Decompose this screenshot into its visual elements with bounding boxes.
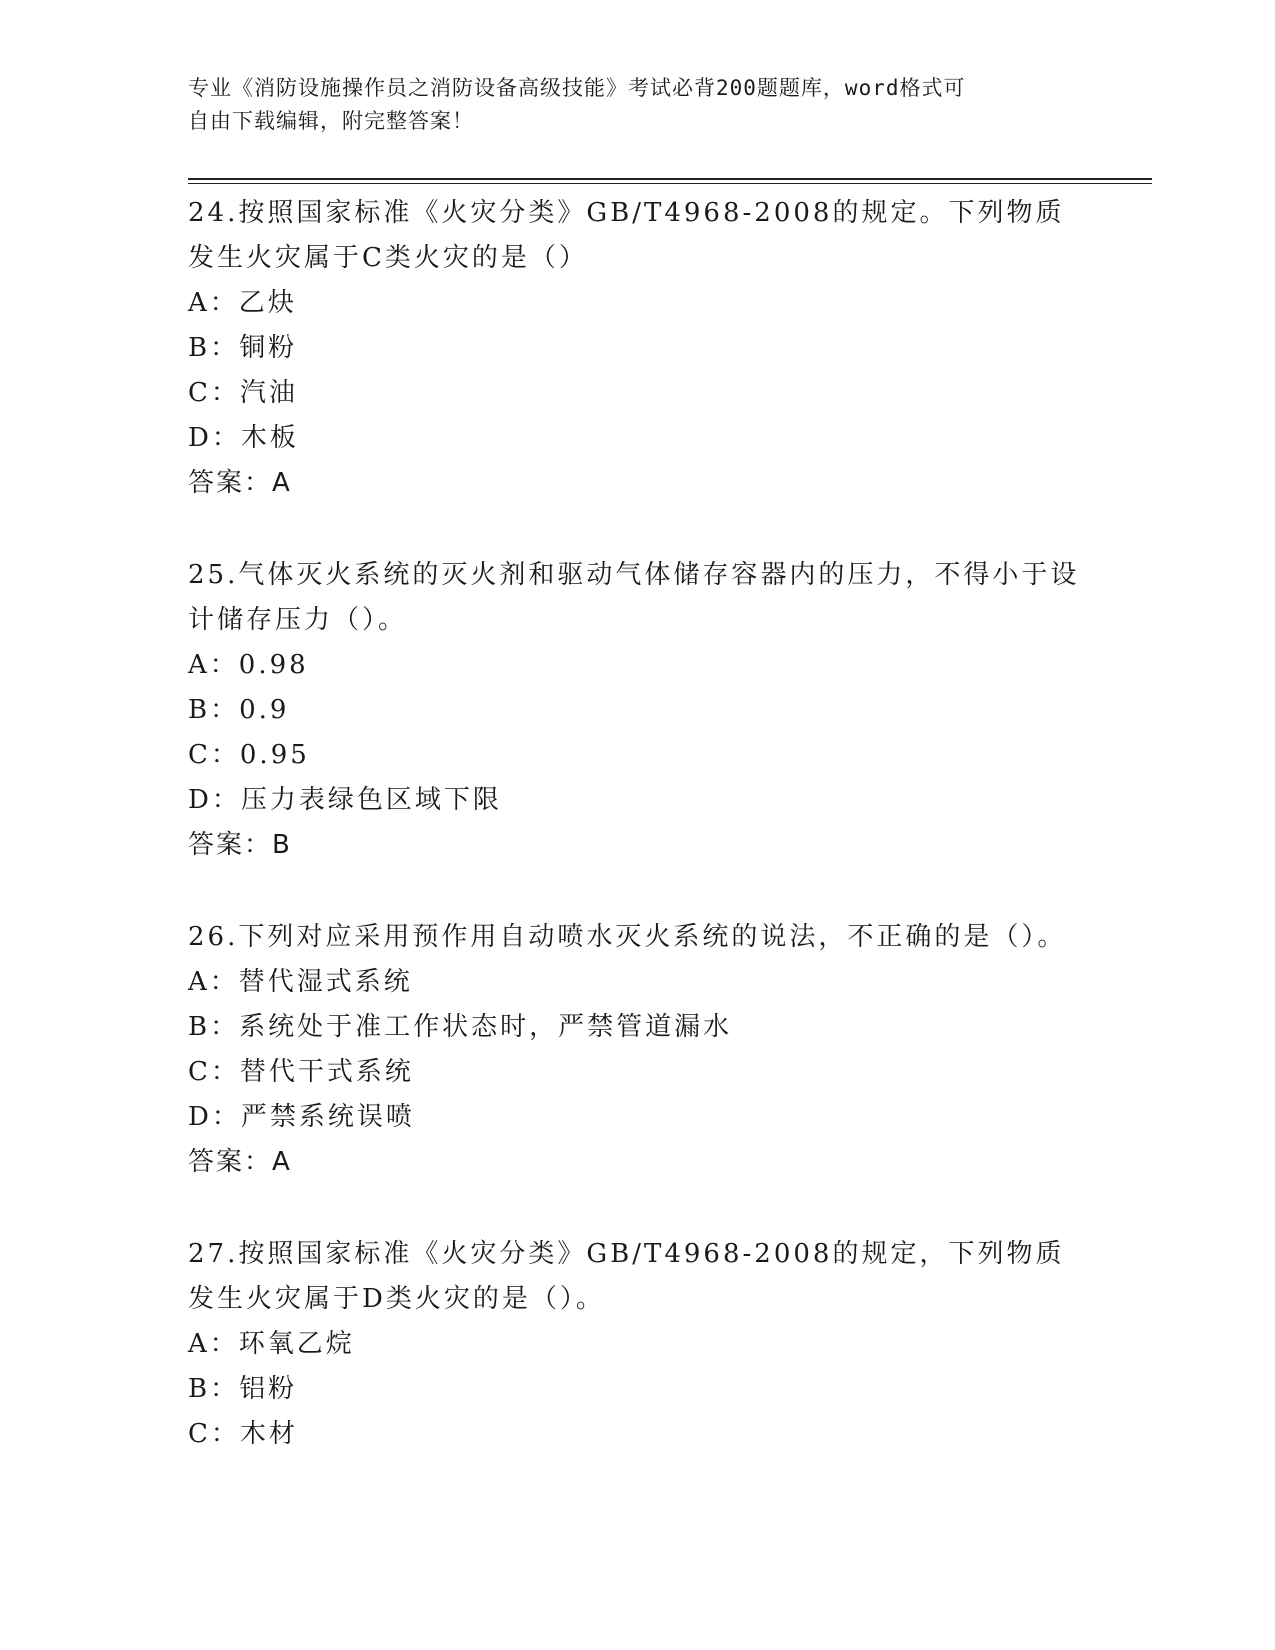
- document-header: [188, 72, 1088, 138]
- option-d: D：严禁系统误喷: [188, 1102, 415, 1132]
- question-list: [188, 191, 1088, 1457]
- question-stem: 24.按照国家标准《火灾分类》GB/T4968-2008的规定。下列物质发生火灾属于C类火灾的是（）: [188, 198, 1065, 273]
- answer-line: 答案：A: [188, 1147, 292, 1177]
- question-stem: 27.按照国家标准《火灾分类》GB/T4968-2008的规定，下列物质发生火灾属于D类火灾的是（）。: [188, 1239, 1065, 1314]
- option-a: A：0.98: [188, 650, 309, 680]
- option-b: B：0.9: [188, 695, 290, 725]
- option-a: A：乙炔: [188, 288, 297, 318]
- header-line-1: 专业《消防设施操作员之消防设备高级技能》考试必背200题题库，word格式可: [188, 76, 966, 100]
- option-b: B：铜粉: [188, 333, 298, 363]
- question-stem: 26.下列对应采用预作用自动喷水灭火系统的说法，不正确的是（）。: [188, 922, 1067, 952]
- option-a: A：替代湿式系统: [188, 967, 413, 997]
- header-divider-thick: [188, 178, 1152, 180]
- spacer: [188, 506, 1088, 553]
- question-25: [188, 553, 1088, 868]
- question-27: [188, 1232, 1088, 1457]
- option-d: D：压力表绿色区域下限: [188, 785, 502, 815]
- question-stem: 25.气体灭火系统的灭火剂和驱动气体储存容器内的压力，不得小于设计储存压力（）。: [188, 560, 1080, 635]
- option-d: D：木板: [188, 423, 299, 453]
- option-b: B：铝粉: [188, 1374, 298, 1404]
- option-c: C：汽油: [188, 378, 298, 408]
- spacer: [188, 868, 1088, 915]
- question-24: [188, 191, 1088, 506]
- answer-line: 答案：A: [188, 468, 292, 498]
- option-b: B：系统处于准工作状态时，严禁管道漏水: [188, 1012, 733, 1042]
- option-a: A：环氧乙烷: [188, 1329, 355, 1359]
- spacer: [188, 1185, 1088, 1232]
- option-c: C：替代干式系统: [188, 1057, 414, 1087]
- option-c: C：木材: [188, 1419, 298, 1449]
- option-c: C：0.95: [188, 740, 310, 770]
- header-line-2: 自由下载编辑，附完整答案！: [188, 109, 474, 133]
- header-divider-thin: [188, 183, 1152, 184]
- question-26: [188, 915, 1088, 1185]
- answer-line: 答案：B: [188, 830, 292, 860]
